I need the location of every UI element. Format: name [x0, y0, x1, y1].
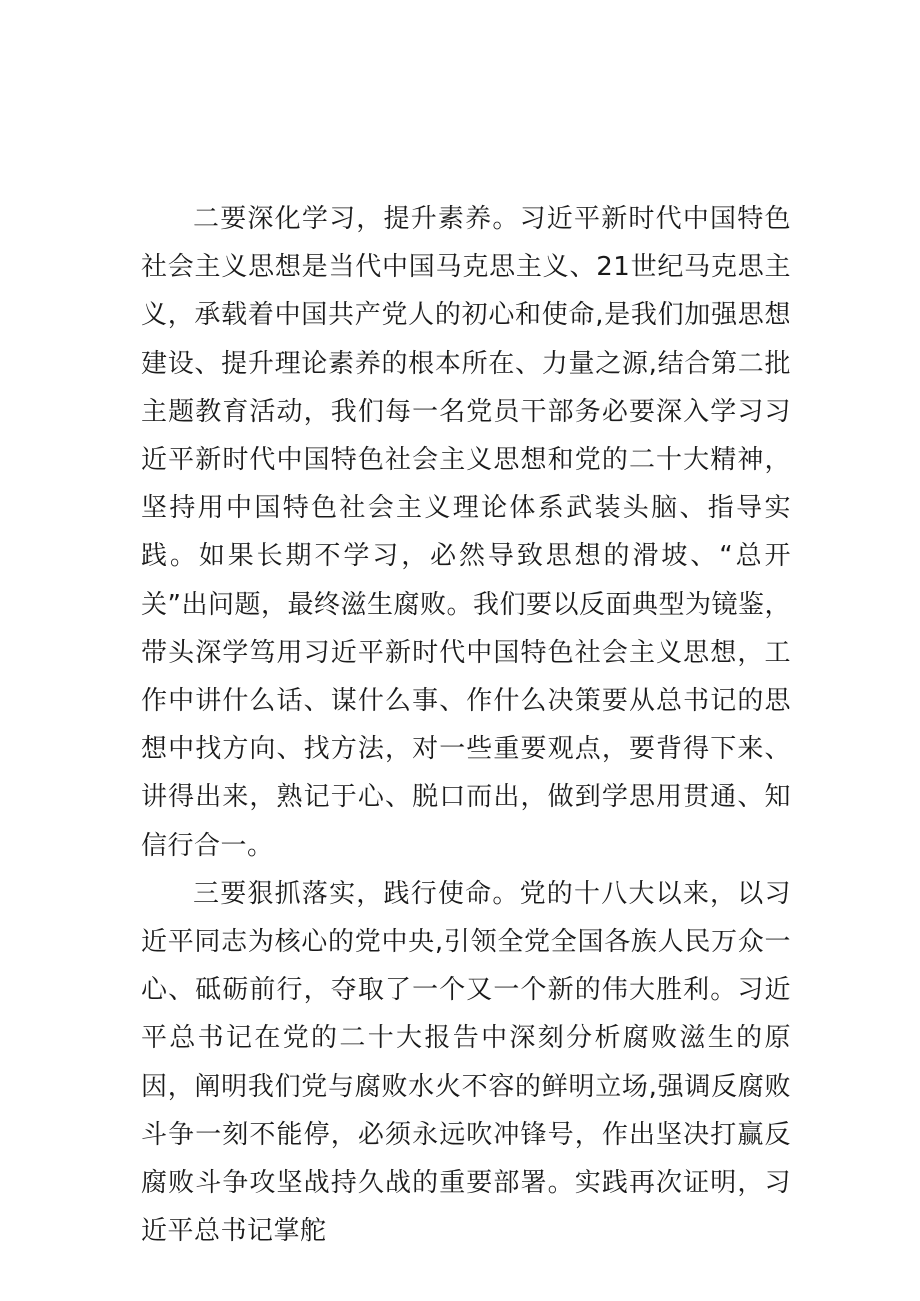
paragraph-deepen-study: 二要深化学习，提升素养。习近平新时代中国特色社会主义思想是当代中国马克思主义、21世纪马克思主义，承载着中国共产党人的初心和使命,是我们加强思想建设、提升理论素养的根本所在、力量之源,结合第二批主题教育活动，我们每一名党员干部务必要深入学习习近平新时代中国特色社会主义思想和党的二十大精神，坚持用中国特色社会主义理论体系武装头脑、指导实践。如果长期不学习，必然导致思想的滑坡、“总开关”出问题，最终滋生腐败。我们要以反面典型为镜鉴，带头深学笃用习近平新时代中国特色社会主义思想，工作中讲什么话、谋什么事、作什么决策要从总书记的思想中找方向、找方法，对一些重要观点，要背得下来、讲得出来，熟记于心、脱口而出，做到学思用贯通、知信行合一。	[141, 204, 791, 861]
paragraph-implement-mission: 三要狠抓落实，践行使命。党的十八大以来，以习近平同志为核心的党中央,引领全党全国各族人民万众一心、砥砺前行，夺取了一个又一个新的伟大胜利。习近平总书记在党的二十大报告中深刻分析腐败滋生的原因，阐明我们党与腐败水火不容的鲜明立场,强调反腐败斗争一刻不能停，必须永远吹冲锋号，作出坚决打赢反腐败斗争攻坚战持久战的重要部署。实践再次证明，习近平总书记掌舵	[141, 878, 791, 1247]
document-body	[141, 195, 791, 1255]
